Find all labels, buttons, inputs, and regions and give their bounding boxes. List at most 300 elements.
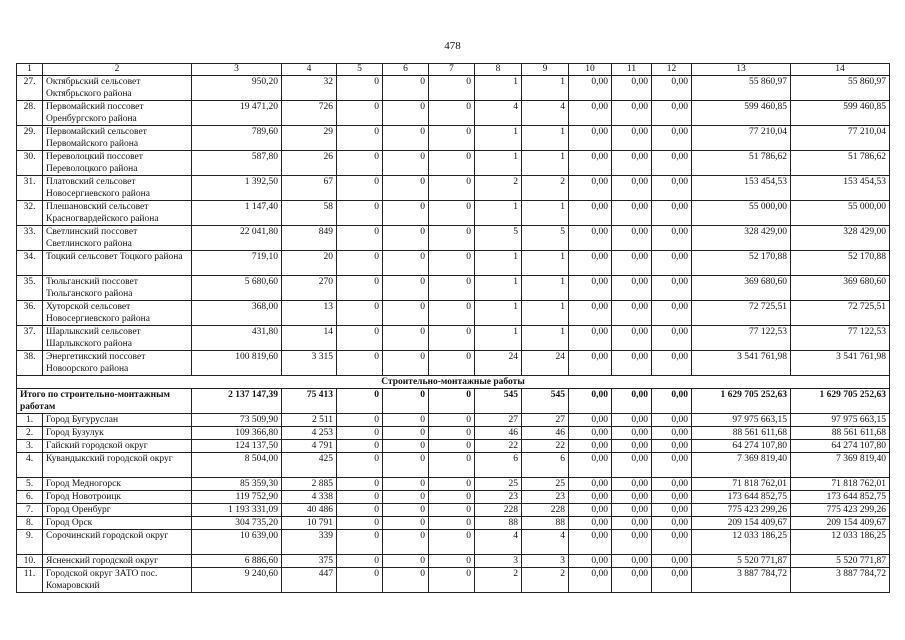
value-cell-col3: 587,80 <box>192 151 282 176</box>
value-cell-col10: 0,00 <box>569 101 612 126</box>
value-cell-col7: 0 <box>429 478 475 491</box>
value-cell-col5: 0 <box>337 504 383 517</box>
value-cell-col10: 0,00 <box>569 351 612 376</box>
value-cell-col5: 0 <box>337 126 383 151</box>
value-cell-col10: 0,00 <box>569 491 612 504</box>
value-cell-col6: 0 <box>383 427 429 440</box>
value-cell-col8: 46 <box>475 427 522 440</box>
value-cell-col13: 5 520 771,87 <box>692 555 791 568</box>
value-cell-col9: 24 <box>522 351 569 376</box>
value-cell-col7: 0 <box>429 414 475 427</box>
municipality-name-cell: Город Медногорск <box>43 478 192 491</box>
value-cell-col7: 0 <box>429 276 475 301</box>
row-number-cell: 10. <box>17 555 43 568</box>
value-cell-col3: 8 504,00 <box>192 453 282 478</box>
total-value-col5: 0 <box>337 389 383 414</box>
value-cell-col14: 3 887 784,72 <box>791 568 890 593</box>
value-cell-col10: 0,00 <box>569 126 612 151</box>
value-cell-col12: 0,00 <box>652 251 692 276</box>
value-cell-col3: 431,80 <box>192 326 282 351</box>
value-cell-col12: 0,00 <box>652 568 692 593</box>
value-cell-col6: 0 <box>383 326 429 351</box>
municipality-name-cell: Энергетикский поссовет Новоорского района <box>43 351 192 376</box>
value-cell-col7: 0 <box>429 101 475 126</box>
value-cell-col11: 0,00 <box>612 201 652 226</box>
table-row <box>17 176 890 201</box>
value-cell-col4: 4 791 <box>282 440 337 453</box>
value-cell-col10: 0,00 <box>569 555 612 568</box>
value-cell-col13: 71 818 762,01 <box>692 478 791 491</box>
total-value-col7: 0 <box>429 389 475 414</box>
value-cell-col6: 0 <box>383 276 429 301</box>
municipality-name-cell: Октябрьский сельсовет Октябрьского района <box>43 76 192 101</box>
value-cell-col7: 0 <box>429 76 475 101</box>
value-cell-col14: 51 786,62 <box>791 151 890 176</box>
column-number-cell: 7 <box>429 64 475 76</box>
value-cell-col11: 0,00 <box>612 326 652 351</box>
value-cell-col9: 1 <box>522 126 569 151</box>
value-cell-col10: 0,00 <box>569 568 612 593</box>
value-cell-col9: 1 <box>522 251 569 276</box>
table-row <box>17 276 890 301</box>
table-row <box>17 151 890 176</box>
value-cell-col4: 67 <box>282 176 337 201</box>
value-cell-col8: 1 <box>475 326 522 351</box>
value-cell-col9: 6 <box>522 453 569 478</box>
value-cell-col5: 0 <box>337 568 383 593</box>
row-number-cell: 33. <box>17 226 43 251</box>
value-cell-col14: 5 520 771,87 <box>791 555 890 568</box>
value-cell-col11: 0,00 <box>612 491 652 504</box>
value-cell-col4: 2 511 <box>282 414 337 427</box>
value-cell-col11: 0,00 <box>612 76 652 101</box>
value-cell-col11: 0,00 <box>612 568 652 593</box>
value-cell-col9: 1 <box>522 326 569 351</box>
value-cell-col5: 0 <box>337 176 383 201</box>
value-cell-col7: 0 <box>429 555 475 568</box>
column-number-cell: 1 <box>17 64 43 76</box>
value-cell-col3: 304 735,20 <box>192 517 282 530</box>
value-cell-col7: 0 <box>429 251 475 276</box>
value-cell-col9: 1 <box>522 276 569 301</box>
table-row <box>17 414 890 427</box>
value-cell-col10: 0,00 <box>569 517 612 530</box>
total-value-col11: 0,00 <box>612 389 652 414</box>
row-number-cell: 32. <box>17 201 43 226</box>
value-cell-col4: 4 253 <box>282 427 337 440</box>
value-cell-col11: 0,00 <box>612 176 652 201</box>
value-cell-col9: 1 <box>522 151 569 176</box>
value-cell-col13: 369 680,60 <box>692 276 791 301</box>
value-cell-col7: 0 <box>429 504 475 517</box>
value-cell-col6: 0 <box>383 440 429 453</box>
value-cell-col9: 4 <box>522 101 569 126</box>
value-cell-col14: 88 561 611,68 <box>791 427 890 440</box>
value-cell-col5: 0 <box>337 276 383 301</box>
value-cell-col7: 0 <box>429 453 475 478</box>
value-cell-col9: 1 <box>522 76 569 101</box>
value-cell-col14: 77 122,53 <box>791 326 890 351</box>
value-cell-col8: 1 <box>475 201 522 226</box>
municipality-name-cell: Город Бузулук <box>43 427 192 440</box>
value-cell-col8: 27 <box>475 414 522 427</box>
column-number-cell: 13 <box>692 64 791 76</box>
value-cell-col4: 447 <box>282 568 337 593</box>
value-cell-col12: 0,00 <box>652 276 692 301</box>
municipality-name-cell: Светлинский поссовет Светлинского района <box>43 226 192 251</box>
table-row <box>17 517 890 530</box>
municipality-name-cell: Гайский городской округ <box>43 440 192 453</box>
table-row <box>17 453 890 478</box>
value-cell-col13: 173 644 852,75 <box>692 491 791 504</box>
value-cell-col14: 173 644 852,75 <box>791 491 890 504</box>
value-cell-col14: 71 818 762,01 <box>791 478 890 491</box>
value-cell-col9: 1 <box>522 301 569 326</box>
value-cell-col13: 599 460,85 <box>692 101 791 126</box>
value-cell-col7: 0 <box>429 126 475 151</box>
value-cell-col8: 1 <box>475 251 522 276</box>
table-row <box>17 126 890 151</box>
value-cell-col7: 0 <box>429 568 475 593</box>
value-cell-col11: 0,00 <box>612 504 652 517</box>
column-number-cell: 14 <box>791 64 890 76</box>
value-cell-col6: 0 <box>383 517 429 530</box>
value-cell-col8: 4 <box>475 101 522 126</box>
row-number-cell: 4. <box>17 453 43 478</box>
value-cell-col11: 0,00 <box>612 151 652 176</box>
value-cell-col3: 19 471,20 <box>192 101 282 126</box>
value-cell-col12: 0,00 <box>652 226 692 251</box>
value-cell-col13: 72 725,51 <box>692 301 791 326</box>
value-cell-col10: 0,00 <box>569 76 612 101</box>
value-cell-col12: 0,00 <box>652 101 692 126</box>
row-number-cell: 37. <box>17 326 43 351</box>
value-cell-col13: 88 561 611,68 <box>692 427 791 440</box>
value-cell-col14: 369 680,60 <box>791 276 890 301</box>
data-table <box>16 63 890 593</box>
value-cell-col6: 0 <box>383 453 429 478</box>
value-cell-col6: 0 <box>383 555 429 568</box>
value-cell-col10: 0,00 <box>569 414 612 427</box>
total-value-col12: 0,00 <box>652 389 692 414</box>
value-cell-col6: 0 <box>383 151 429 176</box>
value-cell-col14: 7 369 819,40 <box>791 453 890 478</box>
value-cell-col7: 0 <box>429 517 475 530</box>
row-number-cell: 9. <box>17 530 43 555</box>
value-cell-col4: 2 885 <box>282 478 337 491</box>
column-number-cell: 6 <box>383 64 429 76</box>
table-row <box>17 326 890 351</box>
value-cell-col3: 109 366,80 <box>192 427 282 440</box>
municipality-name-cell: Первомайский поссовет Оренбургского района <box>43 101 192 126</box>
row-number-cell: 1. <box>17 414 43 427</box>
value-cell-col12: 0,00 <box>652 151 692 176</box>
value-cell-col4: 339 <box>282 530 337 555</box>
value-cell-col5: 0 <box>337 491 383 504</box>
municipality-name-cell: Переволоцкий поссовет Переволоцкого района <box>43 151 192 176</box>
value-cell-col4: 375 <box>282 555 337 568</box>
table-row <box>17 101 890 126</box>
municipality-name-cell: Город Бугуруслан <box>43 414 192 427</box>
value-cell-col4: 14 <box>282 326 337 351</box>
value-cell-col13: 55 860,97 <box>692 76 791 101</box>
municipality-name-cell: Кувандыкский городской округ <box>43 453 192 478</box>
value-cell-col8: 24 <box>475 351 522 376</box>
municipality-name-cell: Шарлыкский сельсовет Шарлыкского района <box>43 326 192 351</box>
value-cell-col3: 1 193 331,09 <box>192 504 282 517</box>
value-cell-col13: 3 887 784,72 <box>692 568 791 593</box>
value-cell-col5: 0 <box>337 414 383 427</box>
value-cell-col3: 5 680,60 <box>192 276 282 301</box>
value-cell-col12: 0,00 <box>652 440 692 453</box>
value-cell-col8: 228 <box>475 504 522 517</box>
municipality-name-cell: Городской округ ЗАТО пос. Комаровский <box>43 568 192 593</box>
value-cell-col12: 0,00 <box>652 351 692 376</box>
value-cell-col6: 0 <box>383 301 429 326</box>
row-number-cell: 31. <box>17 176 43 201</box>
value-cell-col9: 3 <box>522 555 569 568</box>
table-row <box>17 568 890 593</box>
value-cell-col5: 0 <box>337 427 383 440</box>
value-cell-col13: 12 033 186,25 <box>692 530 791 555</box>
value-cell-col13: 51 786,62 <box>692 151 791 176</box>
column-number-cell: 9 <box>522 64 569 76</box>
value-cell-col5: 0 <box>337 440 383 453</box>
column-number-cell: 3 <box>192 64 282 76</box>
value-cell-col6: 0 <box>383 478 429 491</box>
value-cell-col11: 0,00 <box>612 530 652 555</box>
value-cell-col4: 29 <box>282 126 337 151</box>
total-value-col9: 545 <box>522 389 569 414</box>
value-cell-col11: 0,00 <box>612 101 652 126</box>
value-cell-col5: 0 <box>337 251 383 276</box>
value-cell-col11: 0,00 <box>612 517 652 530</box>
value-cell-col9: 2 <box>522 568 569 593</box>
value-cell-col8: 88 <box>475 517 522 530</box>
column-number-row <box>17 64 890 76</box>
value-cell-col6: 0 <box>383 251 429 276</box>
value-cell-col7: 0 <box>429 201 475 226</box>
table-row <box>17 76 890 101</box>
value-cell-col6: 0 <box>383 568 429 593</box>
value-cell-col14: 153 454,53 <box>791 176 890 201</box>
value-cell-col13: 55 000,00 <box>692 201 791 226</box>
value-cell-col14: 3 541 761,98 <box>791 351 890 376</box>
value-cell-col8: 6 <box>475 453 522 478</box>
municipality-name-cell: Хуторской сельсовет Новосергиевского района <box>43 301 192 326</box>
row-number-cell: 5. <box>17 478 43 491</box>
total-value-col10: 0,00 <box>569 389 612 414</box>
value-cell-col14: 12 033 186,25 <box>791 530 890 555</box>
value-cell-col9: 1 <box>522 201 569 226</box>
total-value-col4: 75 413 <box>282 389 337 414</box>
value-cell-col12: 0,00 <box>652 478 692 491</box>
value-cell-col14: 64 274 107,80 <box>791 440 890 453</box>
table-row <box>17 301 890 326</box>
value-cell-col3: 1 392,50 <box>192 176 282 201</box>
value-cell-col12: 0,00 <box>652 427 692 440</box>
value-cell-col7: 0 <box>429 351 475 376</box>
value-cell-col4: 425 <box>282 453 337 478</box>
municipality-name-cell: Тюльганский поссовет Тюльганского района <box>43 276 192 301</box>
value-cell-col4: 270 <box>282 276 337 301</box>
value-cell-col13: 97 975 663,15 <box>692 414 791 427</box>
value-cell-col6: 0 <box>383 226 429 251</box>
value-cell-col8: 22 <box>475 440 522 453</box>
value-cell-col9: 25 <box>522 478 569 491</box>
value-cell-col8: 23 <box>475 491 522 504</box>
value-cell-col14: 77 210,04 <box>791 126 890 151</box>
value-cell-col13: 3 541 761,98 <box>692 351 791 376</box>
value-cell-col12: 0,00 <box>652 201 692 226</box>
value-cell-col6: 0 <box>383 414 429 427</box>
value-cell-col3: 124 137,50 <box>192 440 282 453</box>
value-cell-col10: 0,00 <box>569 151 612 176</box>
value-cell-col14: 328 429,00 <box>791 226 890 251</box>
municipality-name-cell: Город Новотроицк <box>43 491 192 504</box>
value-cell-col3: 9 240,60 <box>192 568 282 593</box>
value-cell-col8: 5 <box>475 226 522 251</box>
value-cell-col4: 26 <box>282 151 337 176</box>
value-cell-col4: 58 <box>282 201 337 226</box>
value-cell-col11: 0,00 <box>612 440 652 453</box>
value-cell-col12: 0,00 <box>652 453 692 478</box>
value-cell-col5: 0 <box>337 453 383 478</box>
value-cell-col11: 0,00 <box>612 414 652 427</box>
total-value-col8: 545 <box>475 389 522 414</box>
value-cell-col3: 85 359,30 <box>192 478 282 491</box>
value-cell-col5: 0 <box>337 76 383 101</box>
value-cell-col12: 0,00 <box>652 517 692 530</box>
table-row <box>17 427 890 440</box>
value-cell-col6: 0 <box>383 201 429 226</box>
row-number-cell: 6. <box>17 491 43 504</box>
municipality-name-cell: Первомайский сельсовет Первомайского района <box>43 126 192 151</box>
value-cell-col10: 0,00 <box>569 478 612 491</box>
table-row <box>17 504 890 517</box>
value-cell-col14: 775 423 299,26 <box>791 504 890 517</box>
value-cell-col4: 4 338 <box>282 491 337 504</box>
value-cell-col5: 0 <box>337 151 383 176</box>
value-cell-col4: 10 791 <box>282 517 337 530</box>
value-cell-col6: 0 <box>383 530 429 555</box>
value-cell-col7: 0 <box>429 530 475 555</box>
value-cell-col3: 119 752,90 <box>192 491 282 504</box>
value-cell-col8: 1 <box>475 301 522 326</box>
section-header-row <box>17 376 890 389</box>
value-cell-col12: 0,00 <box>652 176 692 201</box>
value-cell-col3: 368,00 <box>192 301 282 326</box>
value-cell-col9: 27 <box>522 414 569 427</box>
value-cell-col7: 0 <box>429 151 475 176</box>
value-cell-col10: 0,00 <box>569 226 612 251</box>
value-cell-col9: 2 <box>522 176 569 201</box>
value-cell-col10: 0,00 <box>569 453 612 478</box>
value-cell-col10: 0,00 <box>569 301 612 326</box>
value-cell-col13: 7 369 819,40 <box>692 453 791 478</box>
value-cell-col6: 0 <box>383 491 429 504</box>
value-cell-col5: 0 <box>337 301 383 326</box>
value-cell-col5: 0 <box>337 201 383 226</box>
value-cell-col11: 0,00 <box>612 251 652 276</box>
column-number-cell: 8 <box>475 64 522 76</box>
column-number-cell: 4 <box>282 64 337 76</box>
value-cell-col4: 3 315 <box>282 351 337 376</box>
table-row <box>17 530 890 555</box>
value-cell-col14: 599 460,85 <box>791 101 890 126</box>
value-cell-col6: 0 <box>383 126 429 151</box>
value-cell-col13: 64 274 107,80 <box>692 440 791 453</box>
value-cell-col5: 0 <box>337 226 383 251</box>
value-cell-col3: 719,10 <box>192 251 282 276</box>
column-number-cell: 10 <box>569 64 612 76</box>
value-cell-col13: 775 423 299,26 <box>692 504 791 517</box>
value-cell-col7: 0 <box>429 301 475 326</box>
value-cell-col5: 0 <box>337 517 383 530</box>
value-cell-col5: 0 <box>337 555 383 568</box>
value-cell-col4: 20 <box>282 251 337 276</box>
total-value-col3: 2 137 147,39 <box>192 389 282 414</box>
value-cell-col9: 5 <box>522 226 569 251</box>
value-cell-col10: 0,00 <box>569 276 612 301</box>
value-cell-col11: 0,00 <box>612 226 652 251</box>
table-row <box>17 491 890 504</box>
value-cell-col12: 0,00 <box>652 414 692 427</box>
value-cell-col7: 0 <box>429 176 475 201</box>
value-cell-col8: 1 <box>475 76 522 101</box>
value-cell-col12: 0,00 <box>652 504 692 517</box>
row-number-cell: 38. <box>17 351 43 376</box>
municipality-name-cell: Сорочинский городской округ <box>43 530 192 555</box>
value-cell-col13: 77 122,53 <box>692 326 791 351</box>
value-cell-col3: 789,60 <box>192 126 282 151</box>
value-cell-col11: 0,00 <box>612 351 652 376</box>
value-cell-col6: 0 <box>383 351 429 376</box>
value-cell-col9: 4 <box>522 530 569 555</box>
value-cell-col10: 0,00 <box>569 504 612 517</box>
value-cell-col5: 0 <box>337 530 383 555</box>
value-cell-col9: 228 <box>522 504 569 517</box>
value-cell-col9: 23 <box>522 491 569 504</box>
value-cell-col9: 88 <box>522 517 569 530</box>
municipality-name-cell: Платовский сельсовет Новосергиевского района <box>43 176 192 201</box>
value-cell-col14: 209 154 409,67 <box>791 517 890 530</box>
value-cell-col14: 55 860,97 <box>791 76 890 101</box>
value-cell-col12: 0,00 <box>652 555 692 568</box>
table-row <box>17 440 890 453</box>
value-cell-col11: 0,00 <box>612 427 652 440</box>
value-cell-col4: 40 486 <box>282 504 337 517</box>
row-number-cell: 35. <box>17 276 43 301</box>
value-cell-col13: 52 170,88 <box>692 251 791 276</box>
value-cell-col7: 0 <box>429 491 475 504</box>
value-cell-col6: 0 <box>383 76 429 101</box>
value-cell-col5: 0 <box>337 101 383 126</box>
value-cell-col8: 3 <box>475 555 522 568</box>
value-cell-col12: 0,00 <box>652 326 692 351</box>
value-cell-col10: 0,00 <box>569 176 612 201</box>
row-number-cell: 29. <box>17 126 43 151</box>
value-cell-col6: 0 <box>383 176 429 201</box>
value-cell-col11: 0,00 <box>612 453 652 478</box>
row-number-cell: 7. <box>17 504 43 517</box>
value-cell-col3: 100 819,60 <box>192 351 282 376</box>
value-cell-col4: 32 <box>282 76 337 101</box>
row-number-cell: 3. <box>17 440 43 453</box>
row-number-cell: 34. <box>17 251 43 276</box>
row-number-cell: 27. <box>17 76 43 101</box>
table-row <box>17 226 890 251</box>
